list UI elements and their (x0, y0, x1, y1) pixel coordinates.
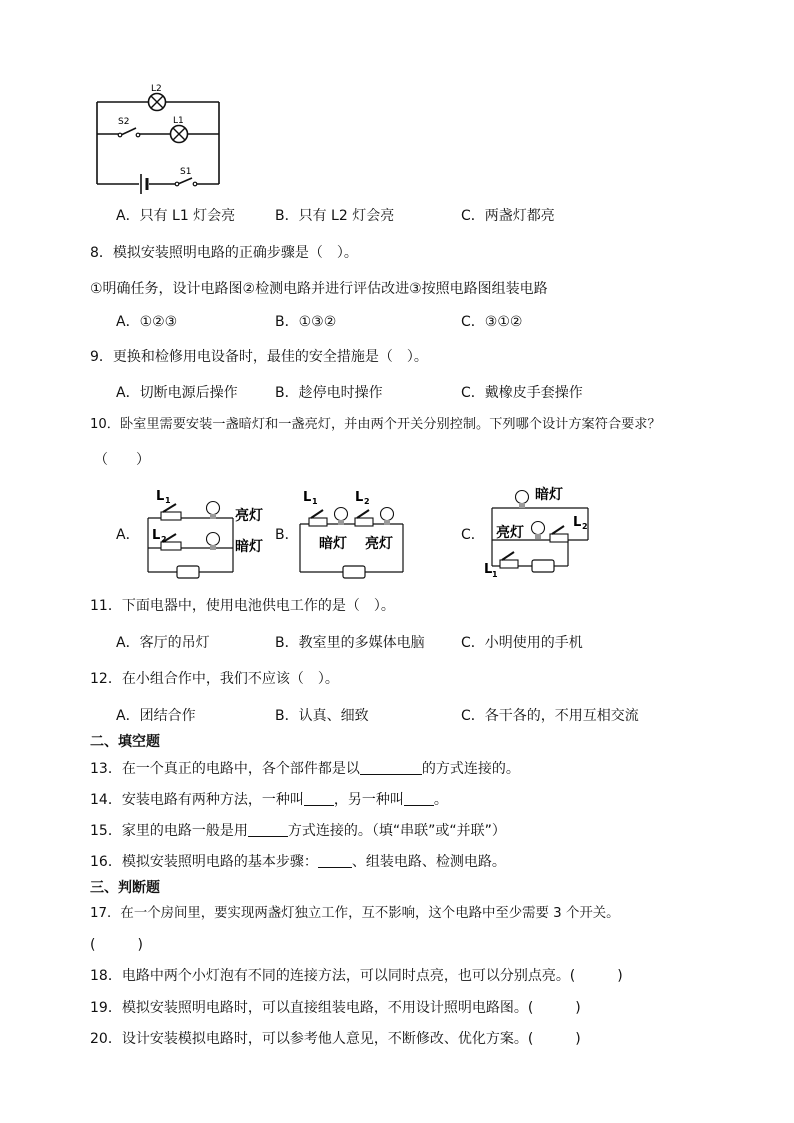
label-l: L (484, 562, 493, 577)
label-l: L (303, 490, 312, 505)
bulb-icon (381, 508, 394, 526)
q13-text-b: 的方式连接的。 (421, 761, 520, 777)
label-sub: 2 (364, 497, 370, 506)
q16-text-a: 16．模拟安装照明电路的基本步骤： (90, 854, 318, 870)
q11-option-a: A．客厅的吊灯 (116, 635, 210, 651)
bulb-icon (207, 533, 220, 551)
q14-blank-2[interactable] (404, 791, 434, 806)
label-sub: 1 (312, 497, 318, 506)
q17-paren[interactable]: ( ) (90, 937, 143, 953)
q13 (90, 760, 520, 778)
label-l: L (573, 515, 582, 530)
q10-paren: （ ） (94, 452, 150, 468)
q8-stem: 8．模拟安装照明电路的正确步骤是（ ）。 (90, 245, 358, 261)
switch-icon (355, 510, 373, 526)
q8-steps: ①明确任务，设计电路图②检测电路并进行评估改进③按照电路图组装电路 (90, 281, 548, 297)
label-dim: 暗灯 (319, 536, 347, 552)
q10-option-c-letter: C． (461, 527, 485, 543)
q11-option-b: B．教室里的多媒体电脑 (275, 635, 425, 651)
label-l2: L2 (151, 84, 162, 94)
q8-option-c: C．③①② (461, 314, 523, 330)
q16-text-b: 、组装电路、检测电路。 (351, 854, 506, 870)
q10-option-a-letter: A． (116, 527, 140, 543)
bulb-icon (532, 522, 545, 540)
label-sub: 1 (165, 496, 171, 505)
q10-option-b-letter: B． (275, 527, 299, 543)
label-dim: 暗灯 (535, 487, 563, 503)
battery-icon (141, 174, 147, 194)
label-l: L (156, 489, 165, 504)
switch-icon (500, 552, 518, 568)
label-sub: 1 (492, 570, 498, 579)
q14 (90, 791, 448, 809)
q13-blank[interactable] (360, 760, 422, 775)
q11-stem: 11．下面电器中，使用电池供电工作的是（ ）。 (90, 598, 395, 614)
q9-option-a: A．切断电源后操作 (116, 385, 238, 401)
q9-option-c: C．戴橡皮手套操作 (461, 385, 583, 401)
q8-option-a: A．①②③ (116, 314, 178, 330)
q15 (90, 822, 506, 840)
q15-text-b: 方式连接的。（填“串联”或“并联”） (287, 823, 506, 839)
q14-blank-1[interactable] (304, 791, 334, 806)
q10-option-c-circuit (484, 480, 596, 582)
q12-option-c: C．各干各的，不用互相交流 (461, 708, 639, 724)
switch-icon (161, 504, 181, 520)
q7-option-a: A．只有 L1 灯会亮 (116, 208, 236, 224)
label-sub: 2 (582, 522, 588, 531)
q8-option-b: B．①③② (275, 314, 337, 330)
q19-stem: 19．模拟安装照明电路时，可以直接组装电路，不用设计照明电路图。( ) (90, 1000, 581, 1016)
section-true-false-title: 三、判断题 (90, 880, 160, 896)
q14-text-a: 14．安装电路有两种方法，一种叫 (90, 792, 304, 808)
q14-text-b: ，另一种叫 (333, 792, 404, 808)
q11-option-c: C．小明使用的手机 (461, 635, 583, 651)
label-s1: S1 (180, 167, 192, 177)
label-l: L (152, 528, 161, 543)
q7-option-c: C．两盏灯都亮 (461, 208, 555, 224)
q10-option-b-circuit (295, 484, 411, 580)
q10-stem: 10．卧室里需要安装一盏暗灯和一盏亮灯，并由两个开关分别控制。下列哪个设计方案符合要求？ (90, 417, 661, 432)
label-sub: 2 (161, 535, 167, 544)
q12-stem: 12．在小组合作中，我们不应该（ ）。 (90, 671, 339, 687)
q10-option-a-circuit (143, 484, 273, 580)
switch-icon (550, 526, 568, 542)
switch-icon (309, 510, 327, 526)
bulb-icon (335, 508, 348, 526)
q15-text-a: 15．家里的电路一般是用 (90, 823, 248, 839)
q16-blank[interactable] (318, 853, 352, 868)
lamp-l1-icon (171, 126, 188, 143)
lamp-l2-icon (149, 94, 166, 111)
q7-circuit-diagram (92, 78, 226, 196)
q9-option-b: B．趁停电时操作 (275, 385, 383, 401)
q15-blank[interactable] (248, 822, 288, 837)
label-dim: 暗灯 (235, 539, 263, 555)
label-s2: S2 (118, 117, 130, 127)
q13-text-a: 13．在一个真正的电路中，各个部件都是以 (90, 761, 360, 777)
section-fill-in-title: 二、填空题 (90, 734, 160, 750)
label-bright: 亮灯 (365, 536, 393, 552)
label-l1: L1 (173, 116, 184, 126)
q16 (90, 853, 506, 871)
label-bright: 亮灯 (235, 508, 263, 524)
q12-option-a: A．团结合作 (116, 708, 196, 724)
q12-option-b: B．认真、细致 (275, 708, 369, 724)
label-bright: 亮灯 (496, 525, 524, 541)
q14-text-c: 。 (433, 792, 448, 808)
bulb-icon (516, 491, 529, 509)
q20-stem: 20．设计安装模拟电路时，可以参考他人意见，不断修改、优化方案。( ) (90, 1031, 581, 1047)
bulb-icon (207, 502, 220, 520)
q9-stem: 9．更换和检修用电设备时，最佳的安全措施是（ ）。 (90, 349, 428, 365)
q17-stem: 17．在一个房间里，要实现两盏灯独立工作，互不影响，这个电路中至少需要 3 个开关。 (90, 906, 620, 921)
q7-option-b: B．只有 L2 灯会亮 (275, 208, 395, 224)
label-l: L (355, 490, 364, 505)
q18-stem: 18．电路中两个小灯泡有不同的连接方法，可以同时点亮，也可以分别点亮。( ) (90, 968, 623, 984)
